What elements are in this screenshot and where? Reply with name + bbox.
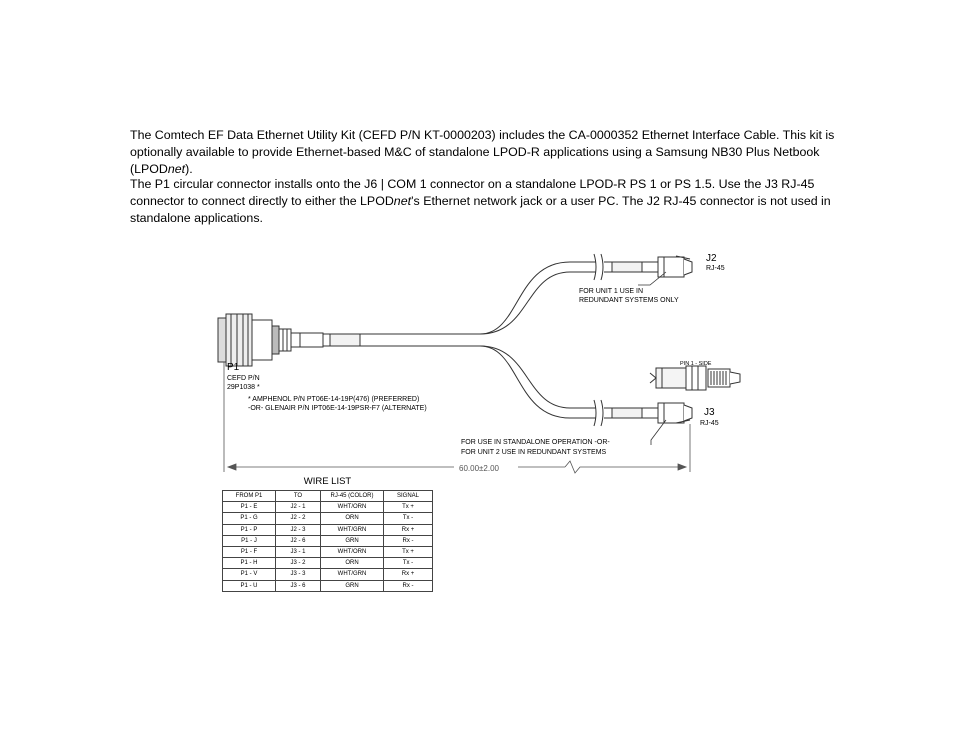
cell-signal: Rx -	[384, 580, 433, 591]
j2-type: RJ-45	[706, 265, 725, 272]
cell-to: J2 - 2	[276, 513, 321, 524]
table-row	[223, 524, 433, 535]
cell-from: P1 - F	[223, 546, 276, 557]
glenair-note: -OR- GLENAIR P/N IPT06E-14-19PSR-F7 (ALTERNATE)	[248, 405, 427, 412]
lpodnet-italic-2: net	[393, 194, 412, 208]
header-signal: SIGNAL	[384, 491, 433, 502]
table-row	[223, 513, 433, 524]
amphenol-note: * AMPHENOL P/N PT06E-14-19P(476) (PREFERRED)	[248, 396, 420, 403]
j3-note-line2: FOR UNIT 2 USE IN REDUNDANT SYSTEMS	[461, 449, 607, 456]
cell-color: ORN	[321, 513, 384, 524]
length-dimension: 60.00±2.00	[459, 464, 499, 473]
intro-text-2b: ’s Ethernet network jack or a user PC. The J2 RJ-45 connector is not used in standalone applications.	[130, 194, 831, 225]
cell-signal: Tx -	[384, 513, 433, 524]
cell-from: P1 - P	[223, 524, 276, 535]
j2-note-line2: REDUNDANT SYSTEMS ONLY	[579, 297, 679, 304]
cell-signal: Rx -	[384, 535, 433, 546]
cell-color: GRN	[321, 580, 384, 591]
wire-list-header-row	[223, 491, 433, 502]
cell-signal: Tx -	[384, 558, 433, 569]
j2-note-line1: FOR UNIT 1 USE IN	[579, 288, 644, 295]
p1-connector-drawing	[218, 314, 323, 366]
cell-signal: Rx +	[384, 569, 433, 580]
table-row	[223, 569, 433, 580]
intro-text-1-end: ).	[185, 162, 193, 176]
cell-to: J3 - 6	[276, 580, 321, 591]
j3-note-line1: FOR USE IN STANDALONE OPERATION -OR-	[461, 439, 610, 446]
wire-list-table	[222, 490, 433, 592]
cell-to: J3 - 1	[276, 546, 321, 557]
cell-from: P1 - J	[223, 535, 276, 546]
cell-from: P1 - G	[223, 513, 276, 524]
p1-label: P1	[227, 362, 240, 373]
cell-to: J2 - 1	[276, 502, 321, 513]
cell-from: P1 - E	[223, 502, 276, 513]
j3-type: RJ-45	[700, 420, 719, 427]
header-from: FROM P1	[223, 491, 276, 502]
cell-color: WHT/GRN	[321, 524, 384, 535]
cell-to: J3 - 2	[276, 558, 321, 569]
cell-signal: Tx +	[384, 546, 433, 557]
intro-text-2a: The P1 circular connector installs onto the J6 | COM 1 connector on a standalone LPOD-R PS 1 or PS 1.5. Use the J3 RJ-45 connector to connect directly to either the LPOD	[130, 177, 815, 208]
cell-to: J3 - 3	[276, 569, 321, 580]
table-row	[223, 558, 433, 569]
cell-color: WHT/GRN	[321, 569, 384, 580]
table-row	[223, 535, 433, 546]
cell-color: WHT/ORN	[321, 502, 384, 513]
header-color: RJ-45 (COLOR)	[321, 491, 384, 502]
pin-side-drawing	[650, 366, 740, 390]
wire-list-title: WIRE LIST	[303, 476, 352, 487]
table-row	[223, 580, 433, 591]
cell-signal: Tx +	[384, 502, 433, 513]
table-row	[223, 546, 433, 557]
j2-label: J2	[706, 253, 717, 264]
cell-color: ORN	[321, 558, 384, 569]
p1-pn-line2: 29P1038 *	[227, 384, 260, 391]
j3-connector-drawing	[658, 403, 692, 423]
j3-label: J3	[704, 407, 715, 418]
cell-from: P1 - U	[223, 580, 276, 591]
cell-color: GRN	[321, 535, 384, 546]
pin-side-label: PIN 1 - SIDE	[680, 361, 712, 367]
cell-color: WHT/ORN	[321, 546, 384, 557]
cell-from: P1 - V	[223, 569, 276, 580]
lpodnet-italic: net	[167, 162, 186, 176]
cell-to: J2 - 6	[276, 535, 321, 546]
cell-from: P1 - H	[223, 558, 276, 569]
intro-text-1: The Comtech EF Data Ethernet Utility Kit (CEFD P/N KT-0000203) includes the CA-0000352 Ethernet Interface Cable. This kit is optionally available to provide Ethernet-based M&C of standalone LPOD-R applications using a Samsung NB30 Plus Netbook (LPOD	[130, 128, 835, 176]
cell-signal: Rx +	[384, 524, 433, 535]
p1-pn-line1: CEFD P/N	[227, 375, 260, 382]
cell-to: J2 - 3	[276, 524, 321, 535]
header-to: TO	[276, 491, 321, 502]
table-row	[223, 502, 433, 513]
